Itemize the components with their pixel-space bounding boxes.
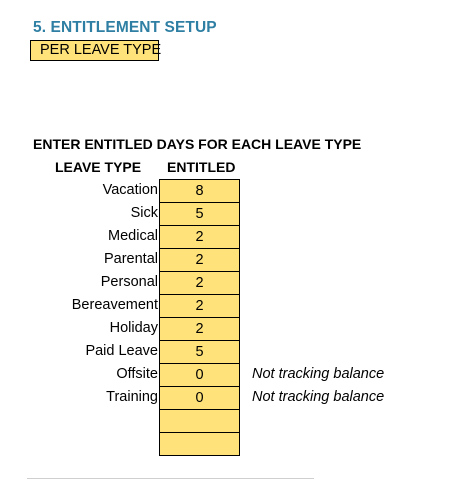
leave-type-label: Parental: [103, 251, 158, 267]
entitled-days-input[interactable]: 0: [160, 387, 239, 410]
entitled-days-input[interactable]: [160, 433, 239, 456]
entitled-column-header: ENTITLED: [167, 159, 236, 175]
leave-type-label: Holiday: [109, 320, 158, 336]
balance-note: [252, 271, 462, 294]
entitled-days-input[interactable]: 8: [160, 180, 239, 203]
balance-notes: [252, 179, 462, 455]
entitled-days-input[interactable]: 2: [160, 226, 239, 249]
entitled-days-input[interactable]: [160, 410, 239, 433]
leave-type-mode-cell[interactable]: PER LEAVE TYPE: [30, 40, 159, 61]
balance-note: [252, 432, 462, 455]
leave-type-label: Paid Leave: [85, 343, 158, 359]
leave-type-label: Offsite: [116, 366, 158, 382]
balance-note: [252, 202, 462, 225]
balance-note: [252, 340, 462, 363]
leave-type-label: Training: [106, 389, 158, 405]
leave-type-label: [40, 432, 158, 455]
entitled-days-input[interactable]: 0: [160, 364, 239, 387]
leave-type-label: Bereavement: [71, 297, 158, 313]
balance-note: Not tracking balance: [252, 389, 385, 405]
balance-note: [252, 409, 462, 432]
balance-note: [252, 317, 462, 340]
leave-type-label: Personal: [100, 274, 158, 290]
leave-type-label: Sick: [130, 205, 158, 221]
section-title: 5. ENTITLEMENT SETUP: [33, 19, 217, 36]
entitled-days-input[interactable]: 2: [160, 295, 239, 318]
table-instruction: ENTER ENTITLED DAYS FOR EACH LEAVE TYPE: [33, 136, 362, 152]
balance-note: [252, 225, 462, 248]
entitled-days-input[interactable]: 2: [160, 318, 239, 341]
leave-type-column-header: LEAVE TYPE: [55, 159, 142, 175]
balance-note: [252, 248, 462, 271]
entitled-days-input[interactable]: 2: [160, 249, 239, 272]
entitled-days-input[interactable]: 2: [160, 272, 239, 295]
balance-note: [252, 294, 462, 317]
leave-type-label: Vacation: [102, 182, 158, 198]
leave-type-labels: [40, 179, 158, 455]
balance-note: Not tracking balance: [252, 366, 385, 382]
leave-type-label: Medical: [108, 228, 158, 244]
section-divider: [27, 478, 314, 479]
entitled-days-input[interactable]: 5: [160, 203, 239, 226]
balance-note: [252, 179, 462, 202]
entitled-days-input[interactable]: 5: [160, 341, 239, 364]
entitled-days-input-column: [159, 179, 240, 456]
leave-type-label: [40, 409, 158, 432]
